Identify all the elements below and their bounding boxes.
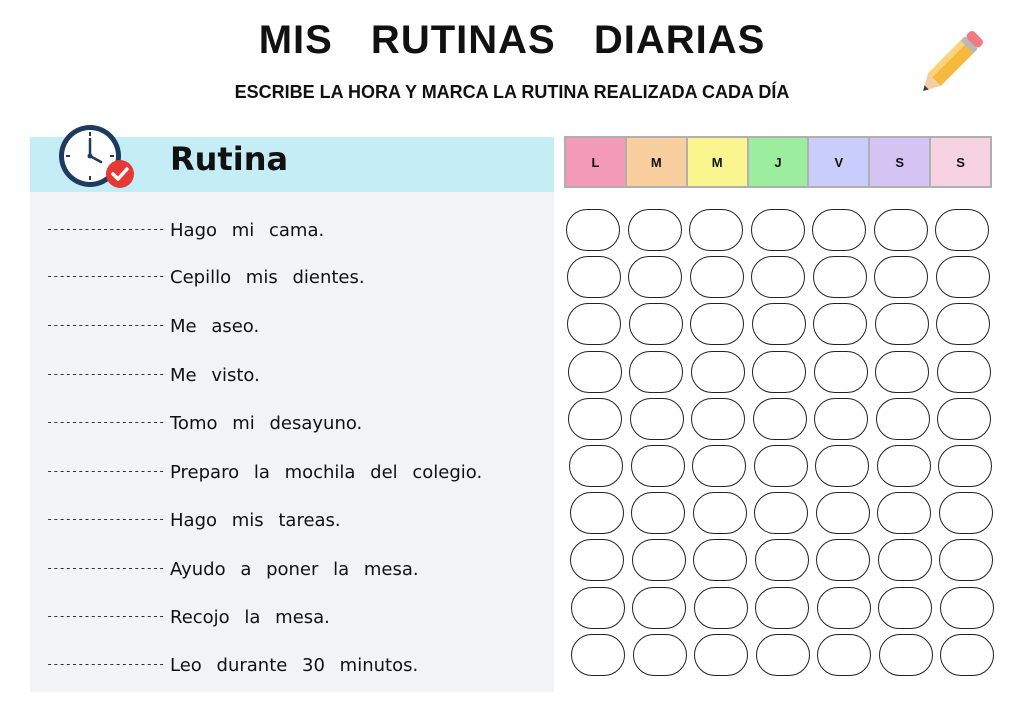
day-check-oval[interactable] (817, 587, 871, 629)
day-check-oval[interactable] (878, 587, 932, 629)
day-check-oval[interactable] (755, 539, 809, 581)
day-monday: L (566, 138, 627, 186)
day-sunday: S (931, 138, 990, 186)
day-check-oval[interactable] (751, 256, 805, 298)
day-check-oval[interactable] (755, 587, 809, 629)
day-check-oval[interactable] (566, 209, 620, 251)
routine-label: Tomo mi desayuno. (170, 413, 363, 434)
day-check-oval[interactable] (632, 539, 686, 581)
day-check-oval[interactable] (569, 445, 623, 487)
day-check-oval[interactable] (693, 539, 747, 581)
routine-row (0, 607, 560, 637)
day-check-oval[interactable] (570, 539, 624, 581)
day-check-oval[interactable] (690, 303, 744, 345)
day-check-oval[interactable] (756, 634, 810, 676)
day-check-oval[interactable] (571, 634, 625, 676)
time-input-line[interactable]: ------------------- (46, 222, 165, 236)
routine-row (0, 267, 560, 297)
routine-row (0, 559, 560, 589)
time-input-line[interactable]: ------------------- (46, 657, 165, 671)
day-check-oval[interactable] (571, 587, 625, 629)
day-check-oval[interactable] (628, 256, 682, 298)
day-check-oval[interactable] (816, 492, 870, 534)
day-check-oval[interactable] (813, 303, 867, 345)
day-check-oval[interactable] (754, 492, 808, 534)
day-check-oval[interactable] (875, 303, 929, 345)
routine-label: Recojo la mesa. (170, 607, 330, 628)
day-check-oval[interactable] (752, 351, 806, 393)
day-check-oval[interactable] (633, 634, 687, 676)
day-check-oval[interactable] (631, 445, 685, 487)
day-check-oval[interactable] (937, 351, 991, 393)
day-check-oval[interactable] (939, 539, 993, 581)
page-title: MIS RUTINAS DIARIAS (258, 18, 766, 62)
day-check-oval[interactable] (815, 445, 869, 487)
time-input-line[interactable]: ------------------- (46, 269, 165, 283)
day-check-oval[interactable] (874, 209, 928, 251)
day-check-oval[interactable] (879, 634, 933, 676)
day-check-oval[interactable] (875, 351, 929, 393)
routine-label: Cepillo mis dientes. (170, 267, 365, 288)
time-input-line[interactable]: ------------------- (46, 318, 165, 332)
day-check-oval[interactable] (877, 445, 931, 487)
day-check-oval[interactable] (567, 256, 621, 298)
routine-label: Ayudo a poner la mesa. (170, 559, 419, 580)
day-check-oval[interactable] (938, 445, 992, 487)
time-input-line[interactable]: ------------------- (46, 464, 165, 478)
routine-row (0, 510, 560, 540)
day-check-oval[interactable] (814, 398, 868, 440)
routine-row (0, 220, 560, 250)
day-check-oval[interactable] (753, 398, 807, 440)
routine-label: Me aseo. (170, 316, 260, 337)
time-input-line[interactable]: ------------------- (46, 367, 165, 381)
day-check-oval[interactable] (570, 492, 624, 534)
day-check-oval[interactable] (693, 492, 747, 534)
routine-row (0, 655, 560, 685)
routine-label: Hago mi cama. (170, 220, 325, 241)
day-check-oval[interactable] (874, 256, 928, 298)
day-check-oval[interactable] (876, 398, 930, 440)
day-check-oval[interactable] (937, 398, 991, 440)
day-friday: V (809, 138, 870, 186)
day-check-oval[interactable] (690, 256, 744, 298)
day-check-oval[interactable] (877, 492, 931, 534)
weekday-header (564, 136, 992, 188)
check-badge-icon (106, 160, 134, 188)
day-check-oval[interactable] (631, 492, 685, 534)
day-check-oval[interactable] (694, 634, 748, 676)
routine-label: Me visto. (170, 365, 260, 386)
day-check-oval[interactable] (691, 351, 745, 393)
day-check-oval[interactable] (568, 398, 622, 440)
day-check-oval[interactable] (754, 445, 808, 487)
time-input-line[interactable]: ------------------- (46, 609, 165, 623)
time-input-line[interactable]: ------------------- (46, 561, 165, 575)
day-check-oval[interactable] (940, 587, 994, 629)
routine-label: Preparo la mochila del colegio. (170, 462, 483, 483)
day-check-oval[interactable] (567, 303, 621, 345)
day-check-oval[interactable] (691, 398, 745, 440)
day-check-oval[interactable] (940, 634, 994, 676)
day-check-oval[interactable] (936, 303, 990, 345)
routine-label: Hago mis tareas. (170, 510, 341, 531)
day-check-oval[interactable] (752, 303, 806, 345)
routine-row (0, 316, 560, 346)
routine-title: Rutina (170, 140, 289, 178)
clock-icon (56, 122, 138, 194)
routine-label: Leo durante 30 minutos. (170, 655, 419, 676)
day-tuesday: M (627, 138, 688, 186)
routine-row (0, 365, 560, 395)
day-check-oval[interactable] (816, 539, 870, 581)
day-check-oval[interactable] (935, 209, 989, 251)
day-check-oval[interactable] (813, 256, 867, 298)
day-check-oval[interactable] (751, 209, 805, 251)
routine-row (0, 462, 560, 492)
time-input-line[interactable]: ------------------- (46, 415, 165, 429)
day-check-oval[interactable] (694, 587, 748, 629)
page-subtitle: ESCRIBE LA HORA Y MARCA LA RUTINA REALIZADA CADA DÍA (234, 82, 790, 102)
day-check-oval[interactable] (632, 587, 686, 629)
time-input-line[interactable]: ------------------- (46, 512, 165, 526)
day-check-oval[interactable] (630, 398, 684, 440)
day-saturday: S (870, 138, 931, 186)
day-check-oval[interactable] (568, 351, 622, 393)
day-check-oval[interactable] (817, 634, 871, 676)
routine-row (0, 413, 560, 443)
day-check-oval[interactable] (628, 209, 682, 251)
day-check-oval[interactable] (939, 492, 993, 534)
day-check-oval[interactable] (878, 539, 932, 581)
day-check-oval[interactable] (689, 209, 743, 251)
day-thursday: J (749, 138, 810, 186)
day-check-oval[interactable] (629, 303, 683, 345)
day-check-oval[interactable] (812, 209, 866, 251)
day-check-oval[interactable] (692, 445, 746, 487)
day-check-oval[interactable] (936, 256, 990, 298)
day-check-oval[interactable] (629, 351, 683, 393)
day-check-oval[interactable] (814, 351, 868, 393)
pencil-icon (908, 24, 992, 104)
day-wednesday: M (688, 138, 749, 186)
